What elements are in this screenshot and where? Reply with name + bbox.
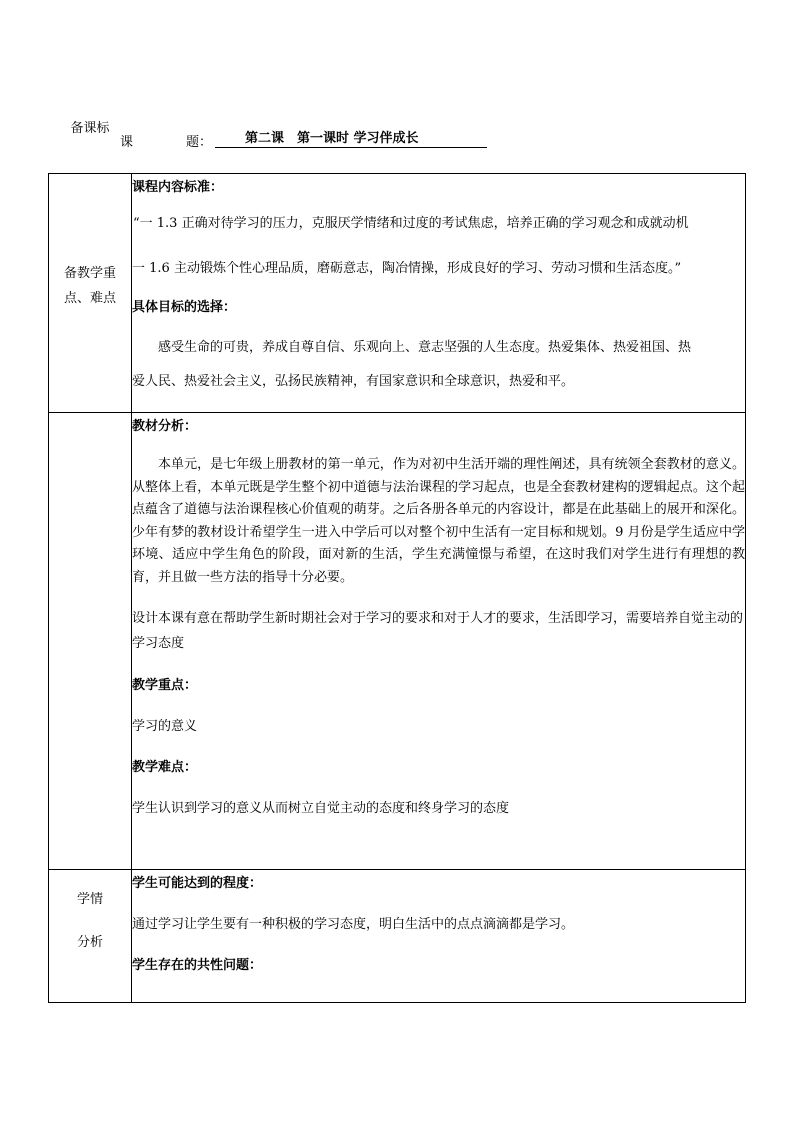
label-text: 点、难点 (63, 291, 116, 306)
title-label-ke: 课 (120, 135, 134, 150)
curriculum-content (132, 174, 746, 413)
key-point: 学习的意义 (132, 718, 198, 734)
section-heading: 教学重点： (132, 677, 198, 693)
section-heading: 教材分析： (132, 419, 198, 434)
curriculum-standard-row (49, 174, 746, 413)
textbook-analysis: 本单元，是七年级上册教材的第一单元，作为对初中生活开端的理性阐述，具有统领全套教材的意义。从整体上看，本单元既是学生整个初中道德与法治课程的学习起点，也是全套教材建构的逻辑起点。这个起点蕴含了道德与法治课程核心价值观的萌芽。之后各册各单元的内容设计，都是在此基础上的展开和深化。少年有梦的教材设计希望学生一进入中学后可以对整个初中生活有一定目标和规划。9 月份是学生适应中学环境、适应中学生角色的阶段，面对新的生活，学生充满憧憬与希望，在这时我们对学生进行有理想的教育，并且做一些方法的指导十分必要。 (132, 457, 745, 585)
label-text: 备教学重 (63, 266, 116, 281)
focus-content (132, 413, 746, 870)
standard-line: 一 1.6 主动锻炼个性心理品质，磨砺意志，陶冶情操，形成良好的学习、劳动习惯和生活态度。” (132, 261, 682, 276)
label-text: 备课标 (70, 121, 110, 136)
section-heading: 学生可能达到的程度： (132, 876, 263, 891)
label-text: 学情 (76, 892, 103, 907)
student-analysis-row (49, 870, 746, 1003)
section-heading: 具体目标的选择： (132, 300, 237, 315)
lesson-title: 第二课 第一课时 学习伴成长 (215, 131, 487, 148)
label-text: 分析 (76, 935, 103, 950)
difficulty: 学生认识到学习的意义从而树立自觉主动的态度和终身学习的态度 (132, 800, 510, 816)
student-level: 通过学习让学生要有一种积极的学习态度，明白生活中的点点滴滴都是学习。 (132, 917, 575, 932)
goal-line: 爱人民、热爱社会主义，弘扬民族精神，有国家意识和全球意识，热爱和平。 (132, 374, 575, 389)
section-heading: 课程内容标准： (132, 180, 224, 195)
standard-line: “一 1.3 正确对待学习的压力，克服厌学情绪和过度的考试焦虑，培养正确的学习观念和成就动机 (133, 216, 689, 231)
goal-line: 感受生命的可贵，养成自尊自信、乐观向上、意志坚强的人生态度。热爱集体、热爱祖国、热 (158, 340, 692, 355)
row-label-students (49, 870, 132, 1003)
teaching-focus-row (49, 413, 746, 870)
student-content (132, 870, 746, 1003)
title-label-ti: 题： (186, 135, 213, 150)
design-intent: 设计本课有意在帮助学生新时期社会对于学习的要求和对于人才的要求，生活即学习，需要培养自觉主动的学习态度 (132, 610, 744, 651)
row-label-focus (49, 266, 132, 870)
section-heading: 教学难点： (132, 759, 198, 775)
lesson-title-row (0, 131, 794, 151)
section-heading: 学生存在的共性问题： (132, 958, 263, 973)
